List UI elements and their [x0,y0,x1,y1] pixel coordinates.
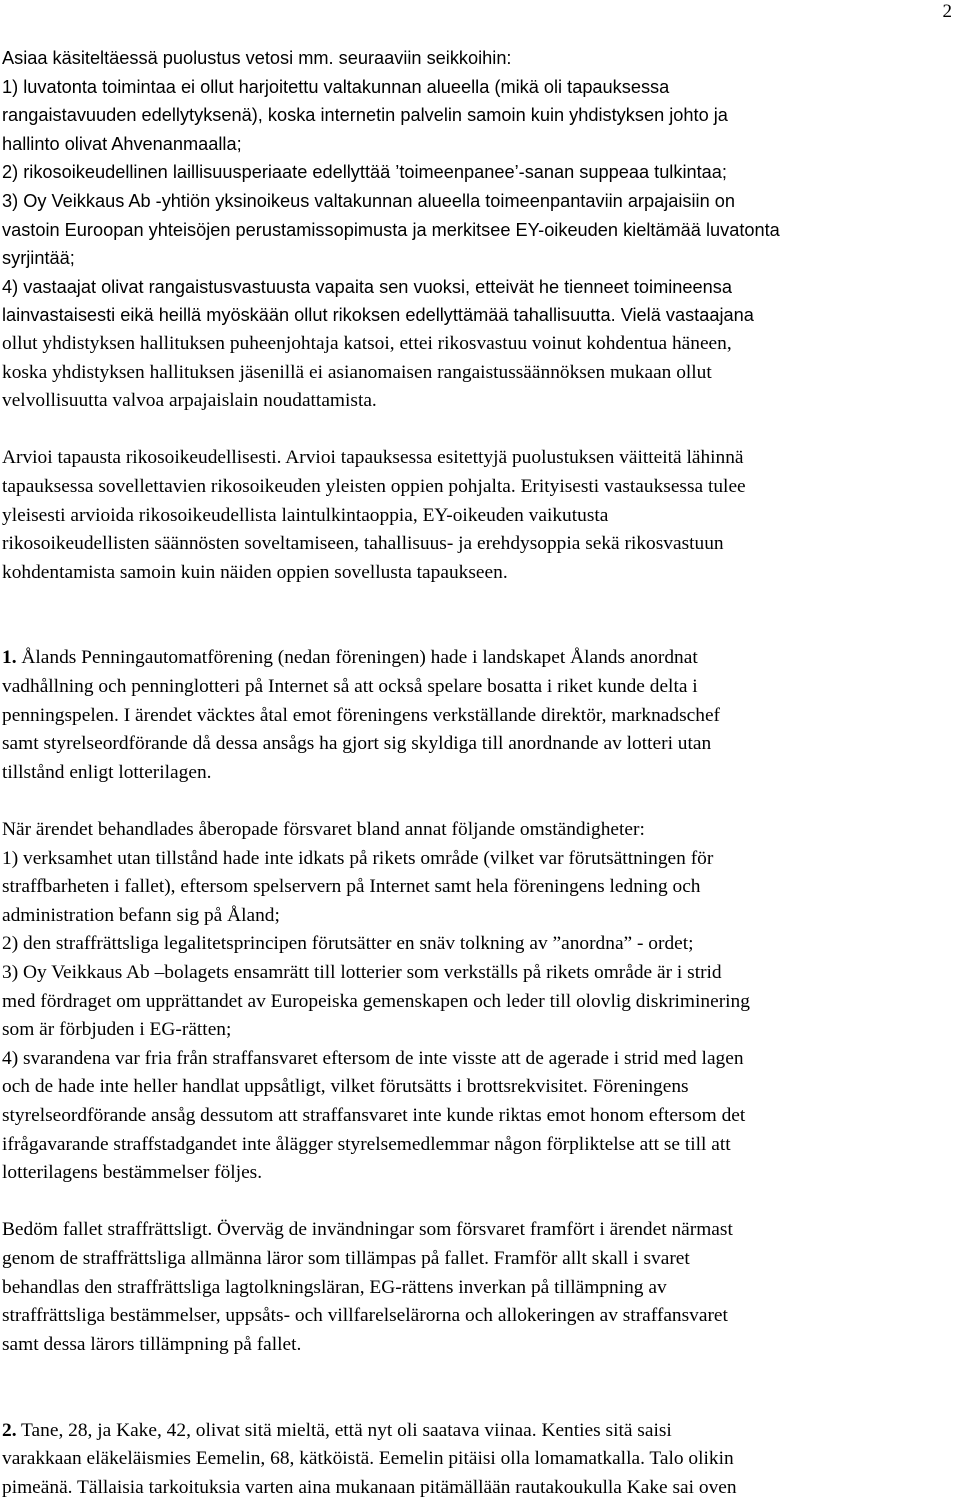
case-number: 2. [2,1420,17,1441]
text-line: yleisesti arvioida rikosoikeudellista laintulkintaoppia, EY-oikeuden vaikutusta [2,502,956,531]
text-line: 1) verksamhet utan tillstånd hade inte idkats på rikets område (vilket var förutsättningen för [2,845,956,874]
text-line: behandlas den straffrättsliga lagtolkningsläran, EG-rättens inverkan på tillämpning av [2,1274,956,1303]
text-line: samt dessa lärors tillämpning på fallet. [2,1331,956,1360]
text-line: 3) Oy Veikkaus Ab -yhtiön yksinoikeus valtakunnan alueella toimeenpantaviin arpajaisiin on [2,187,956,216]
text-line: velvollisuutta valvoa arpajaislain noudattamista. [2,387,956,416]
text-line: När ärendet behandlades åberopade försvaret bland annat följande omständigheter: [2,816,956,845]
text-line: rangaistavuuden edellytyksenä), koska internetin palvelin samoin kuin yhdistyksen johto ja [2,101,956,130]
text-line: och de hade inte heller handlat uppsåtligt, vilket förutsätts i brottsrekvisitet. Föreningens [2,1073,956,1102]
text-line: penningspelen. I ärendet väcktes åtal emot föreningens verkställande direktör, marknadschef [2,702,956,731]
text-line: 4) svarandena var fria från straffansvaret eftersom de inte visste att de agerade i strid med lagen [2,1045,956,1074]
text-line: Arvioi tapausta rikosoikeudellisesti. Arvioi tapauksessa esitettyjä puolustuksen väitteitä lähinnä [2,444,956,473]
paragraph [2,44,956,416]
paragraph [2,644,956,787]
text-line: hallinto olivat Ahvenanmaalla; [2,130,956,159]
case-number: 1. [2,647,17,668]
text-line: pimeänä. Tällaisia tarkoituksia varten aina mukanaan pitämällään rautakoukulla Kake sai oven [2,1474,956,1502]
section-gap [2,616,956,645]
document-body [2,44,956,1502]
text-line: straffrättsliga bestämmelser, uppsåts- och villfarelselärorna och allokeringen av straffansvaret [2,1302,956,1331]
text-line: kohdentamista samoin kuin näiden oppien sovellusta tapaukseen. [2,559,956,588]
text-line: genom de straffrättsliga allmänna läror som tillämpas på fallet. Framför allt skall i svaret [2,1245,956,1274]
paragraph [2,444,956,587]
line-text: Ålands Penningautomatförening (nedan föreningen) hade i landskapet Ålands anordnat [17,647,698,668]
section-gap [2,1388,956,1417]
text-line: varakkaan eläkeläismies Eemelin, 68, kätköistä. Eemelin pitäisi olla lomamatkalla. Talo olikin [2,1445,956,1474]
text-line: syrjintää; [2,244,956,273]
text-line: som är förbjuden i EG-rätten; [2,1016,956,1045]
text-line: 2) den straffrättsliga legalitetsprincipen förutsätter en snäv tolkning av ”anordna” - ordet; [2,930,956,959]
text-line: vastoin Euroopan yhteisöjen perustamissopimusta ja merkitsee EY-oikeuden kieltämää luvatonta [2,216,956,245]
text-line: koska yhdistyksen hallituksen jäsenillä ei asianomaisen rangaistussäännöksen mukaan ollut [2,359,956,388]
text-line: 1) luvatonta toimintaa ei ollut harjoitettu valtakunnan alueella (mikä oli tapauksessa [2,73,956,102]
text-line [2,1417,956,1446]
text-line: tillstånd enligt lotterilagen. [2,759,956,788]
text-line: 2) rikosoikeudellinen laillisuusperiaate edellyttää ’toimeenpanee’-sanan suppeaa tulkintaa; [2,158,956,187]
line-text: Tane, 28, ja Kake, 42, olivat sitä mieltä, että nyt oli saatava viinaa. Kenties sitä saisi [17,1420,672,1441]
paragraph [2,1417,956,1502]
text-line: vadhållning och penninglotteri på Internet så att också spelare bosatta i riket kunde delta i [2,673,956,702]
text-line: lainvastaisesti eikä heillä myöskään ollut rikoksen edellyttämää tahallisuutta. Vielä vastaajana [2,301,956,330]
text-line: lotterilagens bestämmelser följes. [2,1159,956,1188]
text-line: Bedöm fallet straffrättsligt. Överväg de invändningar som försvaret framfört i ärendet närmast [2,1216,956,1245]
text-line: samt styrelseordförande då dessa ansågs ha gjort sig skyldiga till anordnande av lotteri utan [2,730,956,759]
paragraph [2,816,956,1188]
paragraph [2,1216,956,1359]
text-line: 4) vastaajat olivat rangaistusvastuusta vapaita sen vuoksi, etteivät he tienneet toimineensa [2,273,956,302]
text-line: ollut yhdistyksen hallituksen puheenjohtaja katsoi, ettei rikosvastuu voinut kohdentua häneen, [2,330,956,359]
text-line: straffbarheten i fallet), eftersom spelservern på Internet samt hela föreningens ledning och [2,873,956,902]
text-line: ifrågavarande straffstadgandet inte ålägger styrelsemedlemmar någon förpliktelse att se till att [2,1131,956,1160]
text-line: Asiaa käsiteltäessä puolustus vetosi mm. seuraaviin seikkoihin: [2,44,956,73]
text-line: styrelseordförande ansåg dessutom att straffansvaret inte kunde riktas emot honom eftersom det [2,1102,956,1131]
text-line: rikosoikeudellisten säännösten soveltamiseen, tahallisuus- ja erehdysoppia sekä rikosvastuun [2,530,956,559]
page-number: 2 [943,2,953,22]
text-line: med fördraget om upprättandet av Europeiska gemenskapen och leder till olovlig diskriminering [2,988,956,1017]
text-line: tapauksessa sovellettavien rikosoikeuden yleisten oppien pohjalta. Erityisesti vastauksessa tulee [2,473,956,502]
text-line: 3) Oy Veikkaus Ab –bolagets ensamrätt till lotterier som verkställs på rikets område är i strid [2,959,956,988]
text-line: administration befann sig på Åland; [2,902,956,931]
text-line [2,644,956,673]
